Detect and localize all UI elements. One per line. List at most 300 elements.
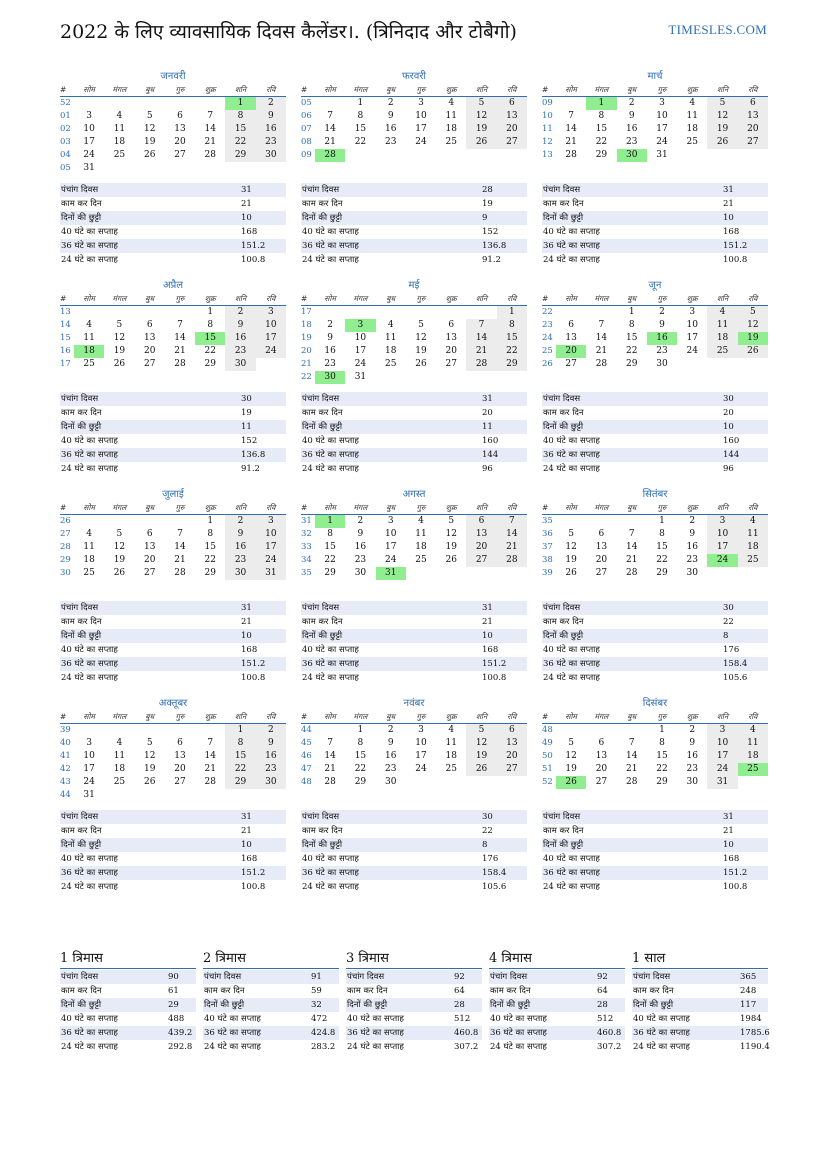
day-cell[interactable]: 7 <box>628 529 635 539</box>
day-cell[interactable]: 21 <box>174 346 186 356</box>
day-cell[interactable]: 12 <box>565 542 577 552</box>
day-cell[interactable]: 7 <box>327 738 333 748</box>
day-cell[interactable]: 27 <box>497 763 527 776</box>
day-cell[interactable]: 21 <box>174 555 186 565</box>
day-cell[interactable]: 19 <box>415 346 427 356</box>
day-cell[interactable]: 12 <box>565 751 577 761</box>
day-cell[interactable]: 5 <box>568 738 574 748</box>
day-cell[interactable]: 10 <box>384 529 397 539</box>
day-cell[interactable]: 9 <box>689 738 696 748</box>
day-cell[interactable]: 5 <box>146 111 153 121</box>
day-cell[interactable] <box>135 306 165 319</box>
day-cell[interactable]: 4 <box>738 724 768 737</box>
day-cell[interactable]: 4 <box>707 306 737 319</box>
day-cell[interactable]: 12 <box>415 333 427 343</box>
day-cell[interactable]: 2 <box>689 725 696 735</box>
day-cell[interactable]: 28 <box>204 777 216 787</box>
day-cell[interactable]: 20 <box>497 123 527 136</box>
day-cell[interactable]: 26 <box>113 359 126 369</box>
day-cell[interactable]: 14 <box>204 751 216 761</box>
day-cell[interactable]: 14 <box>174 333 186 343</box>
day-cell[interactable]: 11 <box>83 333 95 343</box>
day-cell[interactable]: 4 <box>448 98 455 108</box>
day-cell[interactable]: 12 <box>738 319 768 332</box>
day-cell[interactable]: 27 <box>565 359 577 369</box>
day-cell[interactable]: 25 <box>384 359 397 369</box>
day-cell[interactable] <box>466 306 496 319</box>
day-cell[interactable]: 20 <box>595 764 608 774</box>
day-cell[interactable]: 30 <box>225 358 255 371</box>
day-cell[interactable]: 19 <box>113 346 126 356</box>
day-cell[interactable]: 25 <box>113 150 126 160</box>
day-cell[interactable] <box>104 789 134 802</box>
day-cell[interactable]: 19 <box>143 764 156 774</box>
day-cell[interactable]: 25 <box>415 555 427 565</box>
day-cell[interactable] <box>225 162 255 175</box>
holiday-day-cell[interactable]: 19 <box>738 332 768 345</box>
day-cell[interactable]: 22 <box>354 764 367 774</box>
day-cell[interactable]: 6 <box>598 529 605 539</box>
day-cell[interactable]: 21 <box>466 345 496 358</box>
day-cell[interactable]: 1 <box>628 307 635 317</box>
day-cell[interactable]: 10 <box>707 528 737 541</box>
day-cell[interactable]: 15 <box>595 124 608 134</box>
day-cell[interactable]: 29 <box>204 568 216 578</box>
day-cell[interactable]: 30 <box>256 776 286 789</box>
day-cell[interactable]: 29 <box>354 777 367 787</box>
day-cell[interactable]: 23 <box>384 764 397 774</box>
day-cell[interactable]: 13 <box>595 542 608 552</box>
day-cell[interactable]: 9 <box>387 111 394 121</box>
day-cell[interactable]: 19 <box>466 123 496 136</box>
day-cell[interactable]: 10 <box>707 737 737 750</box>
day-cell[interactable]: 21 <box>324 764 336 774</box>
day-cell[interactable]: 24 <box>415 137 427 147</box>
day-cell[interactable]: 30 <box>686 777 698 787</box>
day-cell[interactable]: 10 <box>415 738 427 748</box>
day-cell[interactable]: 17 <box>707 541 737 554</box>
day-cell[interactable]: 26 <box>143 150 156 160</box>
day-cell[interactable]: 27 <box>445 359 457 369</box>
day-cell[interactable]: 21 <box>324 137 336 147</box>
day-cell[interactable]: 10 <box>256 319 286 332</box>
day-cell[interactable]: 2 <box>225 306 255 319</box>
day-cell[interactable]: 1 <box>357 98 364 108</box>
holiday-day-cell[interactable]: 20 <box>556 345 586 358</box>
day-cell[interactable] <box>195 724 225 737</box>
day-cell[interactable] <box>376 306 406 319</box>
day-cell[interactable]: 11 <box>738 528 768 541</box>
day-cell[interactable] <box>497 371 527 384</box>
day-cell[interactable]: 31 <box>656 150 668 160</box>
day-cell[interactable]: 24 <box>384 555 397 565</box>
day-cell[interactable]: 14 <box>625 751 638 761</box>
day-cell[interactable]: 27 <box>497 136 527 149</box>
day-cell[interactable]: 4 <box>387 320 394 330</box>
holiday-day-cell[interactable]: 1 <box>225 97 255 110</box>
day-cell[interactable]: 28 <box>595 359 608 369</box>
day-cell[interactable]: 16 <box>384 751 397 761</box>
day-cell[interactable]: 25 <box>83 359 95 369</box>
day-cell[interactable]: 6 <box>497 724 527 737</box>
day-cell[interactable]: 29 <box>625 359 638 369</box>
day-cell[interactable]: 28 <box>324 777 336 787</box>
day-cell[interactable]: 15 <box>225 750 255 763</box>
day-cell[interactable]: 2 <box>689 516 696 526</box>
day-cell[interactable]: 22 <box>656 555 668 565</box>
day-cell[interactable]: 19 <box>707 123 737 136</box>
day-cell[interactable]: 22 <box>656 764 668 774</box>
day-cell[interactable]: 7 <box>207 738 214 748</box>
day-cell[interactable]: 11 <box>384 333 397 343</box>
day-cell[interactable]: 14 <box>565 124 577 134</box>
day-cell[interactable]: 11 <box>83 542 95 552</box>
day-cell[interactable]: 29 <box>497 358 527 371</box>
day-cell[interactable]: 24 <box>656 137 668 147</box>
day-cell[interactable]: 26 <box>445 555 457 565</box>
day-cell[interactable]: 15 <box>625 333 638 343</box>
day-cell[interactable]: 8 <box>207 529 214 539</box>
day-cell[interactable]: 4 <box>116 738 123 748</box>
day-cell[interactable] <box>436 149 466 162</box>
day-cell[interactable]: 3 <box>86 738 92 748</box>
day-cell[interactable]: 15 <box>204 542 216 552</box>
day-cell[interactable]: 25 <box>445 137 457 147</box>
day-cell[interactable] <box>195 162 225 175</box>
day-cell[interactable]: 23 <box>384 137 397 147</box>
day-cell[interactable]: 24 <box>354 359 367 369</box>
day-cell[interactable] <box>586 515 616 528</box>
day-cell[interactable]: 4 <box>418 516 424 526</box>
day-cell[interactable]: 26 <box>113 568 126 578</box>
day-cell[interactable]: 22 <box>225 136 255 149</box>
day-cell[interactable]: 21 <box>204 137 216 147</box>
day-cell[interactable]: 28 <box>174 359 186 369</box>
day-cell[interactable]: 15 <box>324 542 336 552</box>
day-cell[interactable]: 7 <box>628 738 635 748</box>
day-cell[interactable]: 29 <box>656 777 668 787</box>
day-cell[interactable] <box>135 97 165 110</box>
day-cell[interactable]: 3 <box>659 98 665 108</box>
day-cell[interactable]: 18 <box>707 332 737 345</box>
day-cell[interactable] <box>406 567 436 580</box>
day-cell[interactable]: 25 <box>707 345 737 358</box>
day-cell[interactable]: 5 <box>466 724 496 737</box>
day-cell[interactable] <box>406 776 436 789</box>
day-cell[interactable]: 17 <box>707 750 737 763</box>
day-cell[interactable]: 15 <box>354 751 367 761</box>
day-cell[interactable] <box>406 306 436 319</box>
day-cell[interactable]: 22 <box>204 555 216 565</box>
day-cell[interactable] <box>315 724 345 737</box>
day-cell[interactable]: 12 <box>143 751 156 761</box>
day-cell[interactable]: 23 <box>625 137 638 147</box>
day-cell[interactable]: 27 <box>595 568 608 578</box>
day-cell[interactable]: 18 <box>686 124 698 134</box>
day-cell[interactable]: 1 <box>497 306 527 319</box>
day-cell[interactable] <box>195 789 225 802</box>
day-cell[interactable]: 20 <box>466 541 496 554</box>
day-cell[interactable] <box>707 149 737 162</box>
day-cell[interactable]: 4 <box>689 98 696 108</box>
day-cell[interactable]: 6 <box>466 515 496 528</box>
day-cell[interactable]: 18 <box>415 542 427 552</box>
day-cell[interactable] <box>556 724 586 737</box>
day-cell[interactable]: 5 <box>418 320 424 330</box>
holiday-day-cell[interactable]: 3 <box>345 319 375 332</box>
day-cell[interactable]: 14 <box>174 542 186 552</box>
day-cell[interactable]: 26 <box>415 359 427 369</box>
day-cell[interactable]: 31 <box>354 372 367 382</box>
day-cell[interactable] <box>135 515 165 528</box>
day-cell[interactable]: 21 <box>595 346 608 356</box>
day-cell[interactable] <box>256 358 286 371</box>
day-cell[interactable] <box>617 724 647 737</box>
day-cell[interactable]: 19 <box>565 764 577 774</box>
day-cell[interactable] <box>677 149 707 162</box>
day-cell[interactable]: 19 <box>445 542 457 552</box>
day-cell[interactable]: 4 <box>116 111 123 121</box>
day-cell[interactable]: 1 <box>659 725 665 735</box>
day-cell[interactable]: 17 <box>256 332 286 345</box>
day-cell[interactable]: 16 <box>686 751 698 761</box>
day-cell[interactable] <box>436 776 466 789</box>
day-cell[interactable]: 27 <box>738 136 768 149</box>
day-cell[interactable]: 25 <box>686 137 698 147</box>
day-cell[interactable]: 20 <box>595 555 608 565</box>
day-cell[interactable] <box>556 97 586 110</box>
day-cell[interactable] <box>707 567 737 580</box>
day-cell[interactable] <box>406 149 436 162</box>
day-cell[interactable]: 20 <box>174 764 186 774</box>
day-cell[interactable]: 3 <box>256 306 286 319</box>
day-cell[interactable]: 7 <box>327 111 333 121</box>
day-cell[interactable]: 3 <box>707 515 737 528</box>
day-cell[interactable]: 8 <box>598 111 605 121</box>
day-cell[interactable] <box>376 149 406 162</box>
day-cell[interactable]: 26 <box>707 136 737 149</box>
day-cell[interactable]: 8 <box>659 738 665 748</box>
day-cell[interactable]: 5 <box>146 738 153 748</box>
day-cell[interactable]: 20 <box>174 137 186 147</box>
day-cell[interactable]: 23 <box>354 555 367 565</box>
day-cell[interactable]: 14 <box>204 124 216 134</box>
holiday-day-cell[interactable]: 1 <box>315 515 345 528</box>
day-cell[interactable] <box>497 567 527 580</box>
day-cell[interactable]: 5 <box>448 516 455 526</box>
day-cell[interactable]: 20 <box>738 123 768 136</box>
holiday-day-cell[interactable]: 25 <box>738 763 768 776</box>
holiday-day-cell[interactable]: 26 <box>556 776 586 789</box>
day-cell[interactable]: 9 <box>225 528 255 541</box>
day-cell[interactable]: 6 <box>598 738 605 748</box>
brand-logo-text[interactable]: TIMESLES.COM <box>668 22 767 37</box>
day-cell[interactable]: 26 <box>565 568 577 578</box>
day-cell[interactable]: 22 <box>354 137 367 147</box>
day-cell[interactable]: 19 <box>565 555 577 565</box>
day-cell[interactable] <box>104 97 134 110</box>
day-cell[interactable]: 18 <box>445 124 457 134</box>
day-cell[interactable]: 15 <box>656 542 668 552</box>
day-cell[interactable]: 2 <box>327 320 333 330</box>
day-cell[interactable]: 22 <box>497 345 527 358</box>
day-cell[interactable]: 16 <box>225 332 255 345</box>
day-cell[interactable]: 21 <box>497 541 527 554</box>
day-cell[interactable] <box>556 306 586 319</box>
day-cell[interactable]: 8 <box>497 319 527 332</box>
day-cell[interactable] <box>225 789 255 802</box>
day-cell[interactable]: 28 <box>466 358 496 371</box>
day-cell[interactable]: 14 <box>497 528 527 541</box>
day-cell[interactable]: 3 <box>86 111 92 121</box>
day-cell[interactable] <box>104 515 134 528</box>
day-cell[interactable]: 18 <box>113 137 126 147</box>
holiday-day-cell[interactable]: 18 <box>74 345 104 358</box>
day-cell[interactable]: 12 <box>466 110 496 123</box>
day-cell[interactable]: 22 <box>204 346 216 356</box>
day-cell[interactable] <box>406 371 436 384</box>
day-cell[interactable] <box>376 371 406 384</box>
day-cell[interactable]: 24 <box>83 150 95 160</box>
day-cell[interactable]: 27 <box>466 554 496 567</box>
day-cell[interactable] <box>104 306 134 319</box>
day-cell[interactable] <box>738 358 768 371</box>
day-cell[interactable]: 28 <box>625 568 638 578</box>
day-cell[interactable]: 6 <box>738 97 768 110</box>
day-cell[interactable]: 6 <box>497 97 527 110</box>
day-cell[interactable] <box>436 567 466 580</box>
day-cell[interactable]: 4 <box>738 515 768 528</box>
day-cell[interactable]: 17 <box>656 124 668 134</box>
day-cell[interactable]: 7 <box>598 320 605 330</box>
day-cell[interactable]: 24 <box>686 346 698 356</box>
day-cell[interactable]: 10 <box>256 528 286 541</box>
day-cell[interactable]: 18 <box>83 555 95 565</box>
day-cell[interactable]: 16 <box>324 346 336 356</box>
day-cell[interactable]: 17 <box>354 346 367 356</box>
day-cell[interactable]: 9 <box>256 737 286 750</box>
holiday-day-cell[interactable]: 16 <box>647 332 677 345</box>
day-cell[interactable]: 12 <box>707 110 737 123</box>
day-cell[interactable]: 7 <box>568 111 574 121</box>
day-cell[interactable]: 31 <box>83 790 95 800</box>
day-cell[interactable]: 22 <box>324 555 336 565</box>
holiday-day-cell[interactable]: 24 <box>707 554 737 567</box>
day-cell[interactable]: 12 <box>445 529 457 539</box>
day-cell[interactable] <box>135 724 165 737</box>
day-cell[interactable]: 16 <box>384 124 397 134</box>
day-cell[interactable]: 21 <box>625 555 638 565</box>
day-cell[interactable]: 31 <box>83 163 95 173</box>
day-cell[interactable]: 18 <box>113 764 126 774</box>
day-cell[interactable] <box>256 789 286 802</box>
day-cell[interactable]: 3 <box>387 516 394 526</box>
day-cell[interactable]: 24 <box>707 763 737 776</box>
day-cell[interactable]: 16 <box>256 123 286 136</box>
day-cell[interactable]: 16 <box>225 541 255 554</box>
day-cell[interactable]: 5 <box>116 320 123 330</box>
day-cell[interactable]: 26 <box>466 763 496 776</box>
day-cell[interactable]: 19 <box>113 555 126 565</box>
day-cell[interactable]: 29 <box>225 149 255 162</box>
day-cell[interactable] <box>74 724 104 737</box>
day-cell[interactable]: 7 <box>497 515 527 528</box>
day-cell[interactable]: 26 <box>738 345 768 358</box>
day-cell[interactable]: 8 <box>628 320 635 330</box>
day-cell[interactable]: 9 <box>225 319 255 332</box>
day-cell[interactable]: 15 <box>497 332 527 345</box>
day-cell[interactable]: 8 <box>659 529 665 539</box>
day-cell[interactable]: 13 <box>143 333 156 343</box>
day-cell[interactable]: 16 <box>625 124 638 134</box>
day-cell[interactable]: 7 <box>177 529 183 539</box>
day-cell[interactable]: 31 <box>707 776 737 789</box>
day-cell[interactable]: 15 <box>656 751 668 761</box>
day-cell[interactable] <box>586 306 616 319</box>
day-cell[interactable]: 12 <box>113 333 126 343</box>
day-cell[interactable]: 21 <box>625 764 638 774</box>
day-cell[interactable]: 31 <box>256 567 286 580</box>
day-cell[interactable]: 18 <box>445 751 457 761</box>
day-cell[interactable]: 18 <box>738 750 768 763</box>
day-cell[interactable]: 6 <box>146 529 153 539</box>
day-cell[interactable]: 10 <box>415 111 427 121</box>
holiday-day-cell[interactable]: 15 <box>195 332 225 345</box>
day-cell[interactable]: 5 <box>738 306 768 319</box>
day-cell[interactable]: 6 <box>448 320 455 330</box>
day-cell[interactable]: 15 <box>354 124 367 134</box>
day-cell[interactable]: 12 <box>143 124 156 134</box>
day-cell[interactable]: 30 <box>225 567 255 580</box>
day-cell[interactable] <box>256 162 286 175</box>
day-cell[interactable] <box>586 724 616 737</box>
day-cell[interactable]: 17 <box>686 333 698 343</box>
day-cell[interactable]: 18 <box>738 541 768 554</box>
day-cell[interactable]: 20 <box>445 346 457 356</box>
day-cell[interactable]: 27 <box>143 359 156 369</box>
day-cell[interactable]: 13 <box>445 333 457 343</box>
holiday-day-cell[interactable]: 28 <box>315 149 345 162</box>
day-cell[interactable] <box>466 776 496 789</box>
day-cell[interactable]: 4 <box>86 320 92 330</box>
day-cell[interactable] <box>165 306 195 319</box>
day-cell[interactable]: 23 <box>324 359 336 369</box>
day-cell[interactable]: 27 <box>174 777 186 787</box>
day-cell[interactable]: 28 <box>565 150 577 160</box>
day-cell[interactable]: 13 <box>497 110 527 123</box>
day-cell[interactable]: 9 <box>357 529 364 539</box>
day-cell[interactable]: 30 <box>686 568 698 578</box>
day-cell[interactable]: 28 <box>174 568 186 578</box>
day-cell[interactable]: 1 <box>207 307 214 317</box>
day-cell[interactable]: 8 <box>207 320 214 330</box>
day-cell[interactable] <box>74 306 104 319</box>
day-cell[interactable] <box>677 358 707 371</box>
day-cell[interactable]: 4 <box>448 725 455 735</box>
day-cell[interactable]: 15 <box>225 123 255 136</box>
day-cell[interactable] <box>165 789 195 802</box>
day-cell[interactable]: 11 <box>738 737 768 750</box>
day-cell[interactable]: 9 <box>689 529 696 539</box>
day-cell[interactable]: 6 <box>568 320 574 330</box>
day-cell[interactable]: 9 <box>628 111 635 121</box>
day-cell[interactable]: 24 <box>256 554 286 567</box>
day-cell[interactable]: 28 <box>497 554 527 567</box>
day-cell[interactable]: 20 <box>497 750 527 763</box>
day-cell[interactable]: 9 <box>327 333 333 343</box>
day-cell[interactable]: 2 <box>387 725 394 735</box>
holiday-day-cell[interactable]: 30 <box>315 371 345 384</box>
